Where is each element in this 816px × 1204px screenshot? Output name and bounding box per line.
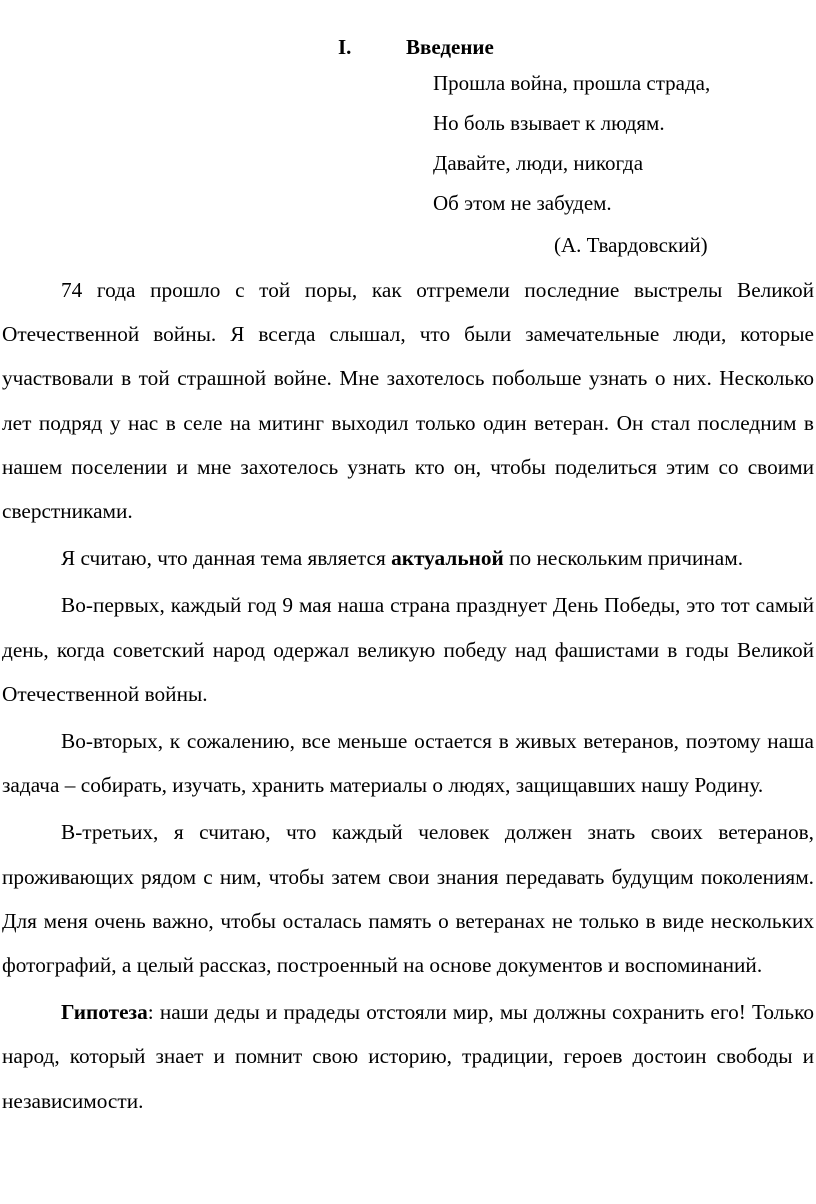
section-number: I. (338, 35, 352, 59)
section-heading (338, 34, 494, 60)
epigraph-poem (433, 63, 710, 223)
paragraph-third-reason: В-третьих, я считаю, что каждый человек должен знать своих ветеранов, проживающих рядом с ним, чтобы затем свои знания передавать будущим поколениям. Для меня очень важно, чтобы осталась память о ветеранах не только в виде нескольких фотографий, а целый рассказ, построенный на основе документов и воспоминаний. (2, 820, 814, 978)
paragraph-first-reason: Во-первых, каждый год 9 мая наша страна празднует День Победы, это тот самый день, когда советский народ одержал великую победу над фашистами в годы Великой Отечественной войны. (2, 593, 814, 706)
relevance-keyword: актуальной (391, 546, 504, 571)
paragraph-hypothesis (2, 990, 814, 1123)
poem-line-4: Об этом не забудем. (433, 191, 612, 215)
paragraph-relevance (2, 536, 814, 580)
epigraph-author: (А. Твардовский) (554, 233, 708, 257)
poem-line-1: Прошла война, прошла страда, (433, 71, 711, 95)
section-title: Введение (406, 35, 494, 59)
paragraph-intro: 74 года прошло с той поры, как отгремели последние выстрелы Великой Отечественной войны. Я всегда слышал, что были замечательные люди, которые участвовали в той страшной войне. Мне захотелось побольше узнать о них. Несколько лет подряд у нас в селе на митинг выходил только один ветеран. Он стал последним в нашем поселении и мне захотелось узнать кто он, чтобы поделиться этим со своими сверстниками. (2, 278, 814, 524)
body-text (2, 268, 814, 1126)
paragraph-second-reason: Во-вторых, к сожалению, все меньше остается в живых ветеранов, поэтому наша задача – собирать, изучать, хранить материалы о людях, защищавших нашу Родину. (2, 729, 814, 798)
hypothesis-label: Гипотеза (61, 1000, 148, 1025)
relevance-text-before: Я считаю, что данная тема является (61, 546, 392, 571)
poem-line-3: Давайте, люди, никогда (433, 151, 644, 175)
relevance-text-after: по нескольким причинам. (503, 546, 744, 571)
hypothesis-text: : наши деды и прадеды отстояли мир, мы должны сохранить его! Только народ, который знает и помнит свою историю, традиции, героев достоин свободы и независимости. (2, 1000, 814, 1113)
poem-line-2: Но боль взывает к людям. (433, 111, 665, 135)
